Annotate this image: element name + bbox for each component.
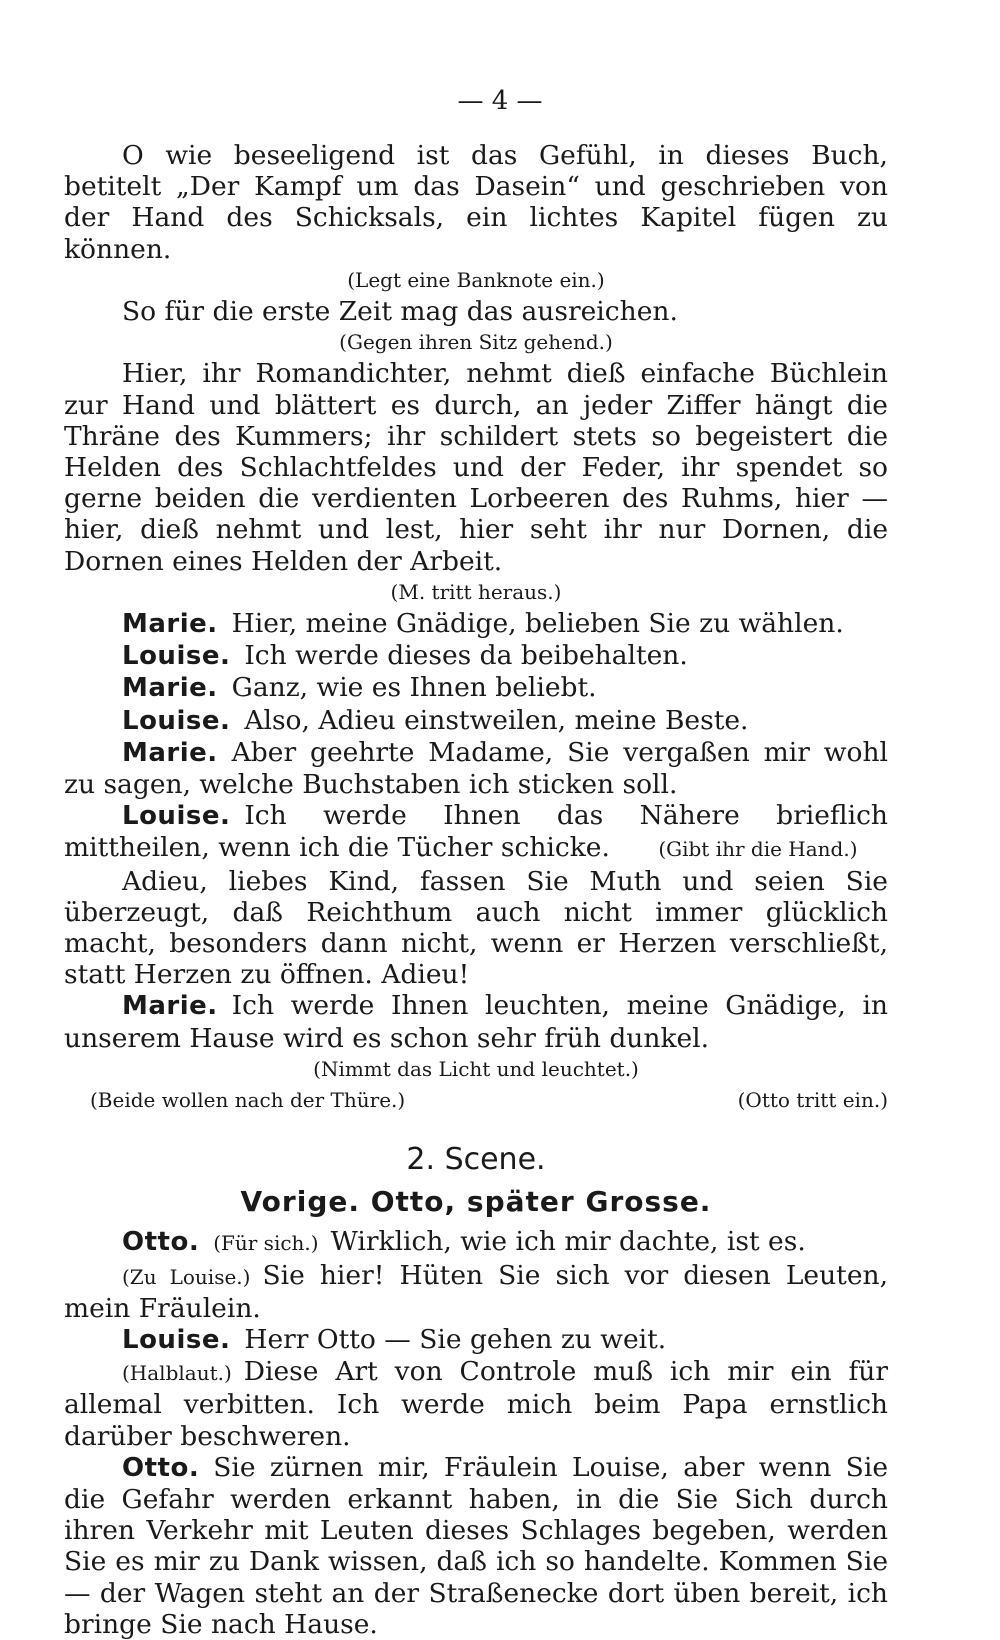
scene-title: 2. Scene. <box>406 1142 546 1178</box>
stage-direction: (Halblaut.) <box>122 1361 232 1386</box>
speech-text: Herr Otto — Sie gehen zu weit. <box>244 1323 667 1355</box>
speaker-name: Louise. <box>122 641 231 672</box>
dialogue-line <box>64 672 888 704</box>
speech-text: Diese Art von Controle muß ich mir ein für allemal verbitten. Ich werde mich beim Papa ernstlich darüber beschweren. <box>64 1356 888 1452</box>
speaker-name: Marie. <box>122 991 218 1022</box>
dialogue-line <box>64 1226 888 1259</box>
speech-text: Also, Adieu einstweilen, meine Beste. <box>244 704 749 736</box>
paragraph: Adieu, liebes Kind, fassen Sie Muth und seien Sie überzeugt, daß Reichthum auch nicht immer glücklich macht, besonders dann nicht, wenn er Herzen verschließt, statt Herzen zu öffnen. Adieu! <box>64 865 888 991</box>
dialogue-line <box>64 990 888 1053</box>
scene-persons: Vorige. Otto, später Grosse. <box>240 1185 712 1219</box>
speech-text: Ich werde Ihnen das Nähere brieflich mittheilen, wenn ich die Tücher schicke. <box>64 800 888 864</box>
stage-direction: (Nimmt das Licht und leuchtet.) <box>313 1056 639 1081</box>
dialogue-line <box>64 1260 888 1324</box>
speech-text: Aber geehrte Madame, Sie vergaßen mir wohl zu sagen, welche Buchstaben ich sticken soll. <box>64 736 888 801</box>
speech-text: Sie hier! Hüten Sie sich vor diesen Leuten, mein Fräulein. <box>64 1259 889 1324</box>
paragraph: O wie beseeligend ist das Gefühl, in dieses Buch, betitelt „Der Kampf um das Dasein“ und geschrieben von der Hand des Schicksals, ein lichtes Kapitel fügen zu können. <box>64 140 888 265</box>
stage-direction: (Für sich.) <box>213 1231 319 1256</box>
dialogue-line <box>64 705 888 737</box>
speaker-name: Louise. <box>122 801 231 832</box>
speaker-name: Louise. <box>122 1324 231 1355</box>
page-number: — 4 — <box>457 86 543 116</box>
stage-direction: (Zu Louise.) <box>122 1264 251 1289</box>
paragraph: So für die erste Zeit mag das ausreichen. <box>122 296 678 328</box>
speech-text: Sie zürnen mir, Fräulein Louise, aber wenn Sie die Gefahr werden erkannt haben, in die Sie Sich durch ihren Verkehr mit Leuten dieses Schlages begeben, werden Sie es mir zu Dank wissen, daß ich so handelte. Kommen Sie — der Wagen steht an der Straßenecke dort üben bereit, ich bringe Sie nach Hause. <box>64 1451 888 1640</box>
dialogue-line <box>64 640 888 672</box>
speaker-name: Louise. <box>122 705 231 736</box>
stage-direction: (M. tritt heraus.) <box>390 579 562 604</box>
speaker-name: Marie. <box>122 737 218 768</box>
stage-direction-right: (Otto tritt ein.) <box>737 1088 888 1113</box>
speaker-name: Otto. <box>122 1227 200 1258</box>
stage-direction-row <box>64 1085 888 1116</box>
speech-text: Hier, meine Gnädige, belieben Sie zu wählen. <box>231 608 844 640</box>
dialogue-line <box>64 1452 888 1640</box>
stage-direction: (Gibt ihr die Hand.) <box>658 837 858 862</box>
dialogue-line <box>64 608 888 640</box>
page-text <box>64 140 888 1640</box>
speech-text: Ich werde Ihnen leuchten, meine Gnädige, in unserem Hause wird es schon sehr früh dunkel. <box>64 990 888 1054</box>
speech-text: Ich werde dieses da beibehalten. <box>244 640 688 672</box>
paragraph: Hier, ihr Romandichter, nehmt dieß einfache Büchlein zur Hand und blättert es durch, an jeder Ziffer hängt die Thräne des Kummers; ihr schildert stets so begeistert die Helden des Schlachtfeldes und der Feder, ihr spendet so gerne beiden die verdienten Lorbeeren des Ruhms, hier — hier, dieß nehmt und lest, hier seht ihr nur Dornen, die Dornen eines Helden der Arbeit. <box>64 358 888 577</box>
stage-direction-left: (Beide wollen nach der Thüre.) <box>90 1088 406 1113</box>
dialogue-line <box>64 800 888 865</box>
stage-direction: (Legt eine Banknote ein.) <box>347 267 605 292</box>
dialogue-line <box>64 1356 888 1452</box>
stage-direction: (Gegen ihren Sitz gehend.) <box>339 330 613 355</box>
speech-text: Wirklich, wie ich mir dachte, ist es. <box>330 1226 806 1258</box>
speaker-name: Marie. <box>122 673 218 704</box>
speaker-name: Otto. <box>122 1452 200 1483</box>
speaker-name: Marie. <box>122 609 218 640</box>
dialogue-line <box>64 1324 888 1356</box>
speech-text: Ganz, wie es Ihnen beliebt. <box>231 672 597 704</box>
dialogue-line <box>64 737 888 800</box>
